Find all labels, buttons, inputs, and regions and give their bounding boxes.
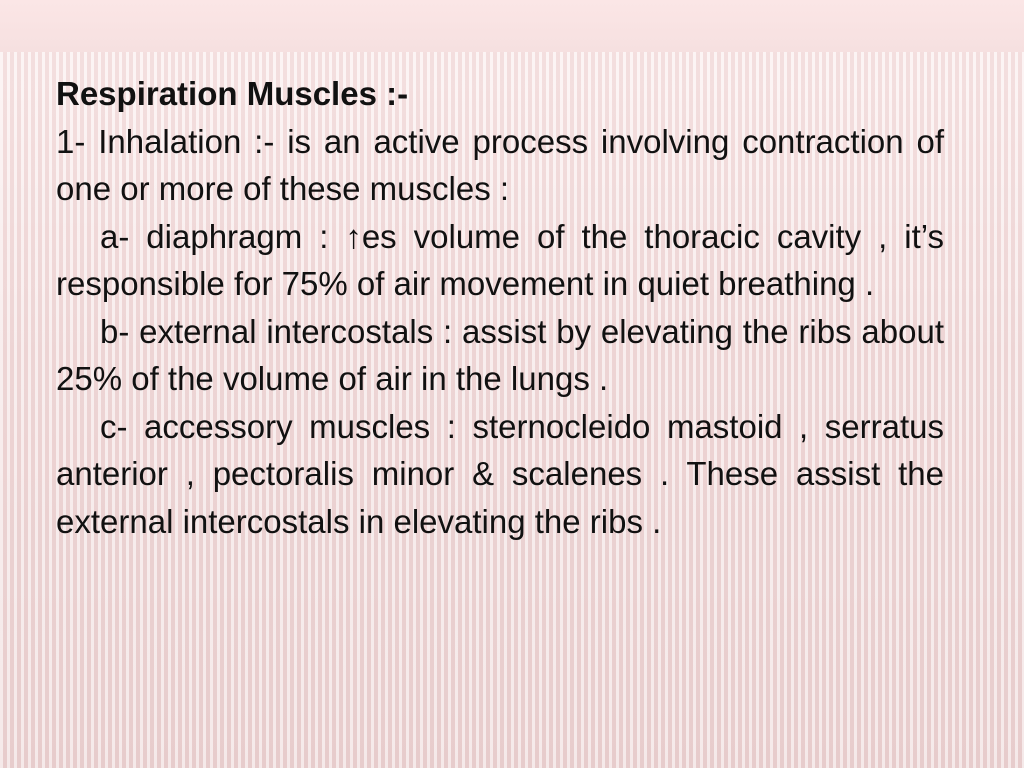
external-intercostals-paragraph: b- external intercostals : assist by elevating the ribs about 25% of the volume of air in the lungs . [56, 312, 944, 397]
slide-top-band [0, 0, 1024, 52]
diaphragm-paragraph: a- diaphragm : ↑es volume of the thoracic cavity , it’s responsible for 75% of air movement in quiet breathing . [56, 217, 944, 302]
inhalation-paragraph: 1- Inhalation :- is an active process involving contraction of one or more of these muscles : [56, 122, 944, 207]
slide-title: Respiration Muscles :- [56, 75, 409, 112]
accessory-muscles-paragraph: c- accessory muscles : sternocleido mastoid , serratus anterior , pectoralis minor & scalenes . These assist the external intercostals in elevating the ribs . [56, 407, 944, 540]
slide-content [56, 70, 944, 545]
